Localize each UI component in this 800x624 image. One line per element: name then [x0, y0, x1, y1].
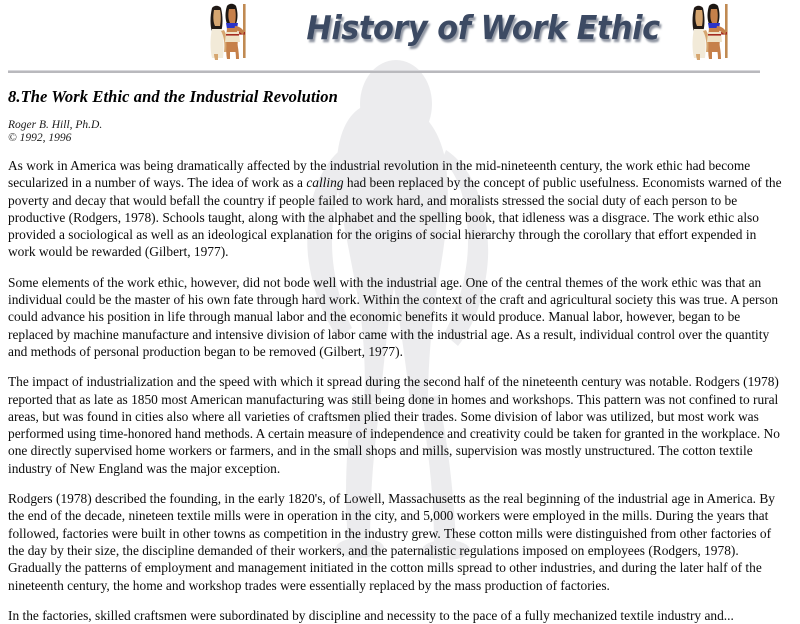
section-heading: 8.The Work Ethic and the Industrial Revolution [8, 87, 338, 106]
copyright-notice: © 1992, 1996 [8, 131, 72, 144]
paragraph-1 [8, 157, 786, 261]
paragraph-1-emphasis: calling [306, 175, 344, 191]
page-title: History of Work Ethic [306, 8, 660, 47]
egyptian-figures-right-image [688, 2, 736, 60]
paragraph-1-part-b: had been replaced by the concept of public usefulness. Economists warned of the poverty and decay that would befall the country if people failed to work hard, and moralists stressed the social duty of each person to be productive (Rodgers, 1978). Schools taught, along with the alphabet and the spelling book, that idleness was a disgrace. The work ethic also provided a sociological as well as an ideological explanation for the origins of social hierarchy through the corollary that effort expended in work would be rewarded (Gilbert, 1977). [8, 175, 782, 260]
article-body [0, 87, 800, 624]
byline [8, 119, 786, 144]
header-divider [8, 70, 760, 73]
paragraph-4: Rodgers (1978) described the founding, in the early 1820's, of Lowell, Massachusetts as the real beginning of the industrial age in America. By the end of the decade, nineteen textile mills were in operation in the city, and 5,000 workers were employed in the mills. During the years that followed, factories were built in other towns as competition in the industry grew. These cotton mills were distinguished from other factories of the day by their size, the discipline demanded of their workers, and the paternalistic regulations imposed on employees (Rodgers, 1978). Gradually the patterns of employment and management initiated in the cotton mills spread to other industries, and during the later half of the nineteenth century, the home and workshop trades were essentially replaced by the mass production of factories. [8, 491, 775, 593]
paragraph-1-part-a: As work in America was being dramatically affected by the industrial revolution in the mid-nineteenth century, the work ethic had become secularized in a number of ways. The idea of work as a [8, 158, 751, 191]
egyptian-figures-left-image [206, 2, 254, 60]
page-banner [0, 0, 800, 62]
paragraph-2: Some elements of the work ethic, however, did not bode well with the industrial age. One of the central themes of the work ethic was that an individual could be the master of his own fate through hard work. Within the context of the craft and agricultural society this was true. A person could advance his position in life through manual labor and the economic benefits it would produce. Manual labor, however, began to be replaced by machine manufacture and intensive division of labor came with the industrial age. As a result, individual control over the quantity and methods of personal production began to be removed (Gilbert, 1977). [8, 274, 779, 359]
author-name: Roger B. Hill, Ph.D. [8, 119, 103, 131]
paragraph-3: The impact of industrialization and the speed with which it spread during the second half of the nineteenth century was notable. Rodgers (1978) reported that as late as 1850 most American manufacturing was still being done in homes and workshops. This pattern was not confined to rural areas, but was found in cities also where all varieties of craftsmen plied their trades. Some division of labor was utilized, but most work was performed using time-honored hand methods. A certain measure of independence and creativity could be taken for granted in the workplace. No one directly supervised home workers or farmers, and in the small shops and mills, supervision was mostly unstructured. The cotton textile industry of New England was the major exception. [8, 374, 780, 476]
paragraph-5: In the factories, skilled craftsmen were subordinated by discipline and necessity to the pace of a fully mechanized textile industry and... [8, 607, 734, 623]
